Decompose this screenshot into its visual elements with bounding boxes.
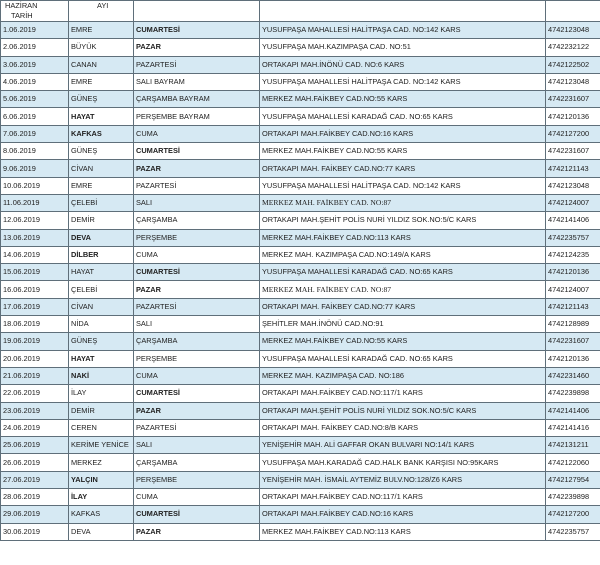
- phone-cell: 4742231607: [546, 91, 600, 108]
- table-row: [1, 281, 600, 298]
- date-cell: 27.06.2019: [1, 471, 69, 488]
- address-cell: YUSUFPAŞA MAHALLESİ KARADAĞ CAD. NO:65 KARS: [260, 264, 546, 281]
- table-row: [1, 385, 600, 402]
- phone-cell: 4742141416: [546, 419, 600, 436]
- address-cell: MERKEZ MAH. KAZIMPAŞA CAD. NO:186: [260, 367, 546, 384]
- pharmacy-name-cell: GÜNEŞ: [69, 143, 134, 160]
- pharmacy-name-cell: HAYAT: [69, 108, 134, 125]
- table-header-row: [1, 1, 600, 22]
- address-cell: MERKEZ MAH.FAİKBEY CAD.NO:113 KARS: [260, 523, 546, 540]
- pharmacy-name-cell: NİDA: [69, 316, 134, 333]
- address-cell: ORTAKAPI MAH.FAİKBEY CAD.NO:16 KARS: [260, 506, 546, 523]
- address-cell: YUSUFPAŞA MAHALLESİ KARADAĞ CAD. NO:65 KARS: [260, 350, 546, 367]
- header-empty-cell: [546, 1, 600, 22]
- pharmacy-name-cell: YALÇIN: [69, 471, 134, 488]
- pharmacy-name-cell: EMRE: [69, 22, 134, 39]
- phone-cell: 4742128989: [546, 316, 600, 333]
- pharmacy-name-cell: DEVA: [69, 229, 134, 246]
- phone-cell: 4742120136: [546, 264, 600, 281]
- weekday-cell: CUMARTESİ: [134, 506, 260, 523]
- phone-cell: 4742127200: [546, 506, 600, 523]
- weekday-cell: ÇARŞAMBA: [134, 333, 260, 350]
- table-body: [1, 1, 600, 541]
- phone-cell: 4742120136: [546, 350, 600, 367]
- address-cell: ORTAKAPI MAH.ŞEHİT POLİS NURİ YILDIZ SOK.NO:5/C KARS: [260, 212, 546, 229]
- phone-cell: 4742231607: [546, 333, 600, 350]
- pharmacy-name-cell: ÇELEBİ: [69, 281, 134, 298]
- weekday-cell: ÇARŞAMBA: [134, 454, 260, 471]
- address-cell: ORTAKAPI MAH. FAİKBEY CAD.NO:77 KARS: [260, 160, 546, 177]
- date-cell: 19.06.2019: [1, 333, 69, 350]
- table-row: [1, 91, 600, 108]
- address-cell: MERKEZ MAH.FAİKBEY CAD.NO:55 KARS: [260, 333, 546, 350]
- table-row: [1, 56, 600, 73]
- weekday-cell: CUMA: [134, 489, 260, 506]
- phone-cell: 4742123048: [546, 177, 600, 194]
- weekday-cell: CUMA: [134, 125, 260, 142]
- table-row: [1, 177, 600, 194]
- phone-cell: 4742123048: [546, 22, 600, 39]
- phone-cell: 4742231607: [546, 143, 600, 160]
- phone-cell: 4742127954: [546, 471, 600, 488]
- phone-cell: 4742141406: [546, 212, 600, 229]
- phone-cell: 4742121143: [546, 160, 600, 177]
- date-cell: 21.06.2019: [1, 367, 69, 384]
- date-cell: 6.06.2019: [1, 108, 69, 125]
- address-cell: YUSUFPAŞA MAH.KAZIMPAŞA CAD. NO:51: [260, 39, 546, 56]
- weekday-cell: CUMARTESİ: [134, 264, 260, 281]
- header-empty-cell: [260, 1, 546, 22]
- date-cell: 29.06.2019: [1, 506, 69, 523]
- table-row: [1, 367, 600, 384]
- weekday-cell: SALI: [134, 437, 260, 454]
- phone-cell: 4742235757: [546, 523, 600, 540]
- weekday-cell: PAZARTESİ: [134, 419, 260, 436]
- phone-cell: 4742232122: [546, 39, 600, 56]
- pharmacy-name-cell: HAYAT: [69, 350, 134, 367]
- table-row: [1, 489, 600, 506]
- weekday-cell: PAZARTESİ: [134, 177, 260, 194]
- address-cell: MERKEZ MAH. FAİKBEY CAD. NO:87: [260, 194, 546, 211]
- table-row: [1, 108, 600, 125]
- pharmacy-name-cell: CİVAN: [69, 160, 134, 177]
- address-cell: YUSUFPAŞA MAHALLESİ HALİTPAŞA CAD. NO:142 KARS: [260, 22, 546, 39]
- address-cell: YUSUFPAŞA MAHALLESİ KARADAĞ CAD. NO:65 KARS: [260, 108, 546, 125]
- weekday-cell: CUMARTESİ: [134, 22, 260, 39]
- address-cell: MERKEZ MAH.FAİKBEY CAD.NO:55 KARS: [260, 143, 546, 160]
- phone-cell: 4742235757: [546, 229, 600, 246]
- pharmacy-name-cell: EMRE: [69, 177, 134, 194]
- date-cell: 5.06.2019: [1, 91, 69, 108]
- header-date-label: TARİH: [11, 11, 33, 20]
- address-cell: MERKEZ MAH. KAZIMPAŞA CAD.NO:149/A KARS: [260, 246, 546, 263]
- table-row: [1, 523, 600, 540]
- table-row: [1, 22, 600, 39]
- pharmacy-name-cell: CANAN: [69, 56, 134, 73]
- pharmacy-name-cell: KAFKAS: [69, 506, 134, 523]
- date-cell: 25.06.2019: [1, 437, 69, 454]
- table-row: [1, 212, 600, 229]
- pharmacy-name-cell: DİLBER: [69, 246, 134, 263]
- table-row: [1, 402, 600, 419]
- date-cell: 23.06.2019: [1, 402, 69, 419]
- weekday-cell: PAZAR: [134, 281, 260, 298]
- address-cell: ORTAKAPI MAH. FAİKBEY CAD.NO:77 KARS: [260, 298, 546, 315]
- table-row: [1, 437, 600, 454]
- address-cell: ORTAKAPI MAH.FAİKBEY CAD.NO:16 KARS: [260, 125, 546, 142]
- date-cell: 30.06.2019: [1, 523, 69, 540]
- pharmacy-name-cell: ÇELEBİ: [69, 194, 134, 211]
- date-cell: 14.06.2019: [1, 246, 69, 263]
- date-cell: 20.06.2019: [1, 350, 69, 367]
- pharmacy-name-cell: DEMİR: [69, 402, 134, 419]
- pharmacy-name-cell: İLAY: [69, 385, 134, 402]
- table-row: [1, 264, 600, 281]
- address-cell: MERKEZ MAH.FAİKBEY CAD.NO:113 KARS: [260, 229, 546, 246]
- table-row: [1, 246, 600, 263]
- weekday-cell: CUMA: [134, 367, 260, 384]
- address-cell: ORTAKAPI MAH.FAİKBEY CAD.NO:117/1 KARS: [260, 385, 546, 402]
- weekday-cell: CUMARTESİ: [134, 385, 260, 402]
- pharmacy-name-cell: CİVAN: [69, 298, 134, 315]
- pharmacy-name-cell: KAFKAS: [69, 125, 134, 142]
- phone-cell: 4742124235: [546, 246, 600, 263]
- pharmacy-name-cell: İLAY: [69, 489, 134, 506]
- date-cell: 3.06.2019: [1, 56, 69, 73]
- weekday-cell: PAZAR: [134, 402, 260, 419]
- weekday-cell: PAZAR: [134, 160, 260, 177]
- pharmacy-name-cell: CEREN: [69, 419, 134, 436]
- table-row: [1, 194, 600, 211]
- header-month-label: AYI: [97, 1, 109, 10]
- weekday-cell: PERŞEMBE: [134, 229, 260, 246]
- address-cell: ORTAKAPI MAH.ŞEHİT POLİS NURİ YILDIZ SOK.NO:5/C KARS: [260, 402, 546, 419]
- date-cell: 9.06.2019: [1, 160, 69, 177]
- date-cell: 4.06.2019: [1, 73, 69, 90]
- weekday-cell: PAZARTESİ: [134, 56, 260, 73]
- header-month: HAZİRAN: [5, 1, 38, 10]
- date-cell: 7.06.2019: [1, 125, 69, 142]
- weekday-cell: CUMARTESİ: [134, 143, 260, 160]
- phone-cell: 4742122502: [546, 56, 600, 73]
- table-row: [1, 298, 600, 315]
- table-row: [1, 419, 600, 436]
- date-cell: 24.06.2019: [1, 419, 69, 436]
- table-row: [1, 143, 600, 160]
- address-cell: YUSUFPAŞA MAH.KARADAĞ CAD.HALK BANK KARŞISI NO:95KARS: [260, 454, 546, 471]
- table-row: [1, 506, 600, 523]
- table-row: [1, 454, 600, 471]
- date-cell: 1.06.2019: [1, 22, 69, 39]
- header-date-cell: [1, 1, 69, 22]
- pharmacy-name-cell: GÜNEŞ: [69, 91, 134, 108]
- weekday-cell: PERŞEMBE: [134, 350, 260, 367]
- pharmacy-name-cell: GÜNEŞ: [69, 333, 134, 350]
- address-cell: ORTAKAPI MAH.FAİKBEY CAD.NO:117/1 KARS: [260, 489, 546, 506]
- table-row: [1, 73, 600, 90]
- table-row: [1, 229, 600, 246]
- phone-cell: 4742124007: [546, 281, 600, 298]
- weekday-cell: SALI: [134, 194, 260, 211]
- date-cell: 15.06.2019: [1, 264, 69, 281]
- address-cell: ORTAKAPI MAH. FAİKBEY CAD.NO:8/B KARS: [260, 419, 546, 436]
- pharmacy-name-cell: DEVA: [69, 523, 134, 540]
- pharmacy-name-cell: NAKİ: [69, 367, 134, 384]
- phone-cell: 4742120136: [546, 108, 600, 125]
- phone-cell: 4742141406: [546, 402, 600, 419]
- address-cell: YENİŞEHİR MAH. İSMAİL AYTEMİZ BULV.NO:128/Z6 KARS: [260, 471, 546, 488]
- address-cell: MERKEZ MAH.FAİKBEY CAD.NO:55 KARS: [260, 91, 546, 108]
- address-cell: MERKEZ MAH. FAİKBEY CAD. NO:87: [260, 281, 546, 298]
- table-row: [1, 471, 600, 488]
- phone-cell: 4742123048: [546, 73, 600, 90]
- date-cell: 28.06.2019: [1, 489, 69, 506]
- phone-cell: 4742121143: [546, 298, 600, 315]
- address-cell: YUSUFPAŞA MAHALLESİ HALİTPAŞA CAD. NO:142 KARS: [260, 177, 546, 194]
- weekday-cell: SALI BAYRAM: [134, 73, 260, 90]
- weekday-cell: PERŞEMBE BAYRAM: [134, 108, 260, 125]
- date-cell: 8.06.2019: [1, 143, 69, 160]
- weekday-cell: PAZAR: [134, 523, 260, 540]
- weekday-cell: PAZARTESİ: [134, 298, 260, 315]
- pharmacy-name-cell: MERKEZ: [69, 454, 134, 471]
- pharmacy-name-cell: EMRE: [69, 73, 134, 90]
- pharmacy-name-cell: DEMİR: [69, 212, 134, 229]
- table-row: [1, 333, 600, 350]
- phone-cell: 4742122060: [546, 454, 600, 471]
- date-cell: 11.06.2019: [1, 194, 69, 211]
- header-month-cell: [69, 1, 134, 22]
- date-cell: 16.06.2019: [1, 281, 69, 298]
- phone-cell: 4742231460: [546, 367, 600, 384]
- phone-cell: 4742239898: [546, 489, 600, 506]
- weekday-cell: CUMA: [134, 246, 260, 263]
- date-cell: 26.06.2019: [1, 454, 69, 471]
- address-cell: YUSUFPAŞA MAHALLESİ HALİTPAŞA CAD. NO:142 KARS: [260, 73, 546, 90]
- table-row: [1, 160, 600, 177]
- table-row: [1, 350, 600, 367]
- weekday-cell: ÇARŞAMBA BAYRAM: [134, 91, 260, 108]
- weekday-cell: PAZAR: [134, 39, 260, 56]
- weekday-cell: ÇARŞAMBA: [134, 212, 260, 229]
- table-row: [1, 125, 600, 142]
- phone-cell: 4742239898: [546, 385, 600, 402]
- table-row: [1, 39, 600, 56]
- date-cell: 18.06.2019: [1, 316, 69, 333]
- header-empty-cell: [134, 1, 260, 22]
- pharmacy-name-cell: BÜYÜK: [69, 39, 134, 56]
- table-row: [1, 316, 600, 333]
- date-cell: 2.06.2019: [1, 39, 69, 56]
- phone-cell: 4742131211: [546, 437, 600, 454]
- date-cell: 13.06.2019: [1, 229, 69, 246]
- date-cell: 22.06.2019: [1, 385, 69, 402]
- weekday-cell: SALI: [134, 316, 260, 333]
- address-cell: YENİŞEHİR MAH. ALİ GAFFAR OKAN BULVARI NO:14/1 KARS: [260, 437, 546, 454]
- phone-cell: 4742127200: [546, 125, 600, 142]
- address-cell: ŞEHİTLER MAH.İNÖNÜ CAD.NO:91: [260, 316, 546, 333]
- weekday-cell: PERŞEMBE: [134, 471, 260, 488]
- pharmacy-name-cell: KERİME YENİCE: [69, 437, 134, 454]
- date-cell: 10.06.2019: [1, 177, 69, 194]
- date-cell: 12.06.2019: [1, 212, 69, 229]
- date-cell: 17.06.2019: [1, 298, 69, 315]
- pharmacy-name-cell: HAYAT: [69, 264, 134, 281]
- address-cell: ORTAKAPI MAH.İNÖNÜ CAD. NO:6 KARS: [260, 56, 546, 73]
- phone-cell: 4742124007: [546, 194, 600, 211]
